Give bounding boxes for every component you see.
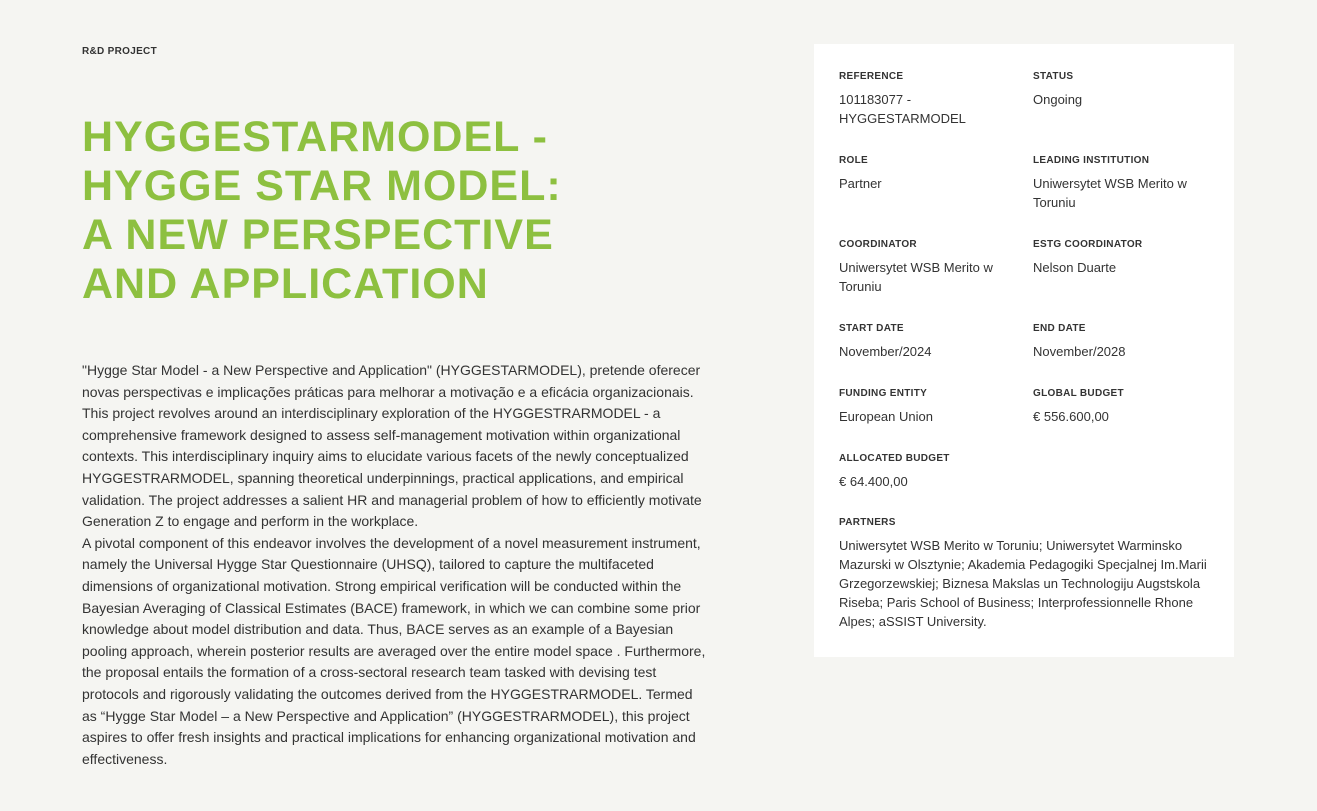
reference-field [839,70,1009,128]
title-line: HYGGE STAR MODEL: [82,162,562,210]
title-line: A NEW PERSPECTIVE [82,211,554,259]
status-field [1033,70,1213,109]
field-label: LEADING INSTITUTION [1033,155,1150,166]
leading-institution-field [1033,154,1213,212]
partners-value: Uniwersytet WSB Merito w Toruniu; Uniwersytet Warminsko Mazurski w Olsztynie; Akademia Pedagogiki Specjalnej Im.Marii Grzegorzewskiej; Biznesa Makslas un Technologiju Augstskola Riseba; Paris School of Business; Interprofessionnelle Rhone Alpes; aSSIST University. [839,538,1207,629]
field-label: REFERENCE [839,71,904,82]
field-label: ROLE [839,155,868,166]
description-paragraph: This project revolves around an interdisciplinary exploration of the HYGGESTRARMODEL - a comprehensive framework designed to assess self-management motivation within organizational contexts. This interdisciplinary inquiry aims to elucidate various facets of the newly conceptualized HYGGESTRARMODEL, spanning theoretical underpinnings, practical applications, and empirical validation. The project addresses a salient HR and managerial problem of how to efficiently motivate Generation Z to engage and perform in the workplace. [82,405,702,530]
end-date-field [1033,322,1213,361]
description-paragraph: A pivotal component of this endeavor involves the development of a novel measurement instrument, namely the Universal Hygge Star Questionnaire (UHSQ), tailored to capture the multifaceted dimensions of organizational motivation. Strong empirical verification will be conducted within the Bayesian Averaging of Classical Estimates (BACE) framework, in which we can combine some prior knowledge about model distribution and data. Thus, BACE serves as an example of a Bayesian pooling approach, wherein posterior results are averaged over the entire model space . Furthermore, the proposal entails the formation of a cross-sectoral research team tasked with devising test protocols and rigorously validating the outcomes derived from the HYGGESTRARMODEL. Termed as “Hygge Star Model – a New Perspective and Application” (HYGGESTRARMODEL), this project aspires to offer fresh insights and practical implications for enhancing organizational motivation and effectiveness. [82,534,706,767]
global-budget-value: € 556.600,00 [1033,409,1109,424]
field-label: PARTNERS [839,517,896,528]
status-value: Ongoing [1033,92,1083,107]
page-title [82,113,642,309]
title-line: HYGGESTARMODEL - [82,113,548,161]
role-value: Partner [839,176,882,191]
field-label: START DATE [839,323,904,334]
coordinator-field [839,238,1009,296]
estg-coordinator-field [1033,238,1213,277]
allocated-budget-value: € 64.400,00 [839,474,908,489]
funding-entity-field [839,387,1009,426]
field-label: FUNDING ENTITY [839,388,928,399]
field-label: GLOBAL BUDGET [1033,388,1124,399]
field-label: ESTG COORDINATOR [1033,239,1143,250]
reference-value: 101183077 - HYGGESTARMODEL [839,92,966,126]
description-paragraph: "Hygge Star Model - a New Perspective and Application" (HYGGESTARMODEL), pretende oferecer novas perspectivas e implicações práticas para melhorar a motivação e a eficácia organizacionais. [82,362,701,400]
leading-institution-value: Uniwersytet WSB Merito w Toruniu [1033,176,1187,210]
partners-field [839,516,1209,631]
title-line: AND APPLICATION [82,260,489,308]
start-date-field [839,322,1009,361]
field-label: END DATE [1033,323,1086,334]
start-date-value: November/2024 [839,344,932,359]
funding-entity-value: European Union [839,409,933,424]
role-field [839,154,1009,193]
end-date-value: November/2028 [1033,344,1126,359]
coordinator-value: Uniwersytet WSB Merito w Toruniu [839,260,993,294]
project-details-card [814,44,1234,657]
field-label: COORDINATOR [839,239,917,250]
field-label: STATUS [1033,71,1074,82]
allocated-budget-field [839,452,1009,491]
project-description [82,360,710,770]
estg-coordinator-value: Nelson Duarte [1033,260,1117,275]
eyebrow-label: R&D PROJECT [82,46,157,57]
global-budget-field [1033,387,1213,426]
field-label: ALLOCATED BUDGET [839,453,950,464]
